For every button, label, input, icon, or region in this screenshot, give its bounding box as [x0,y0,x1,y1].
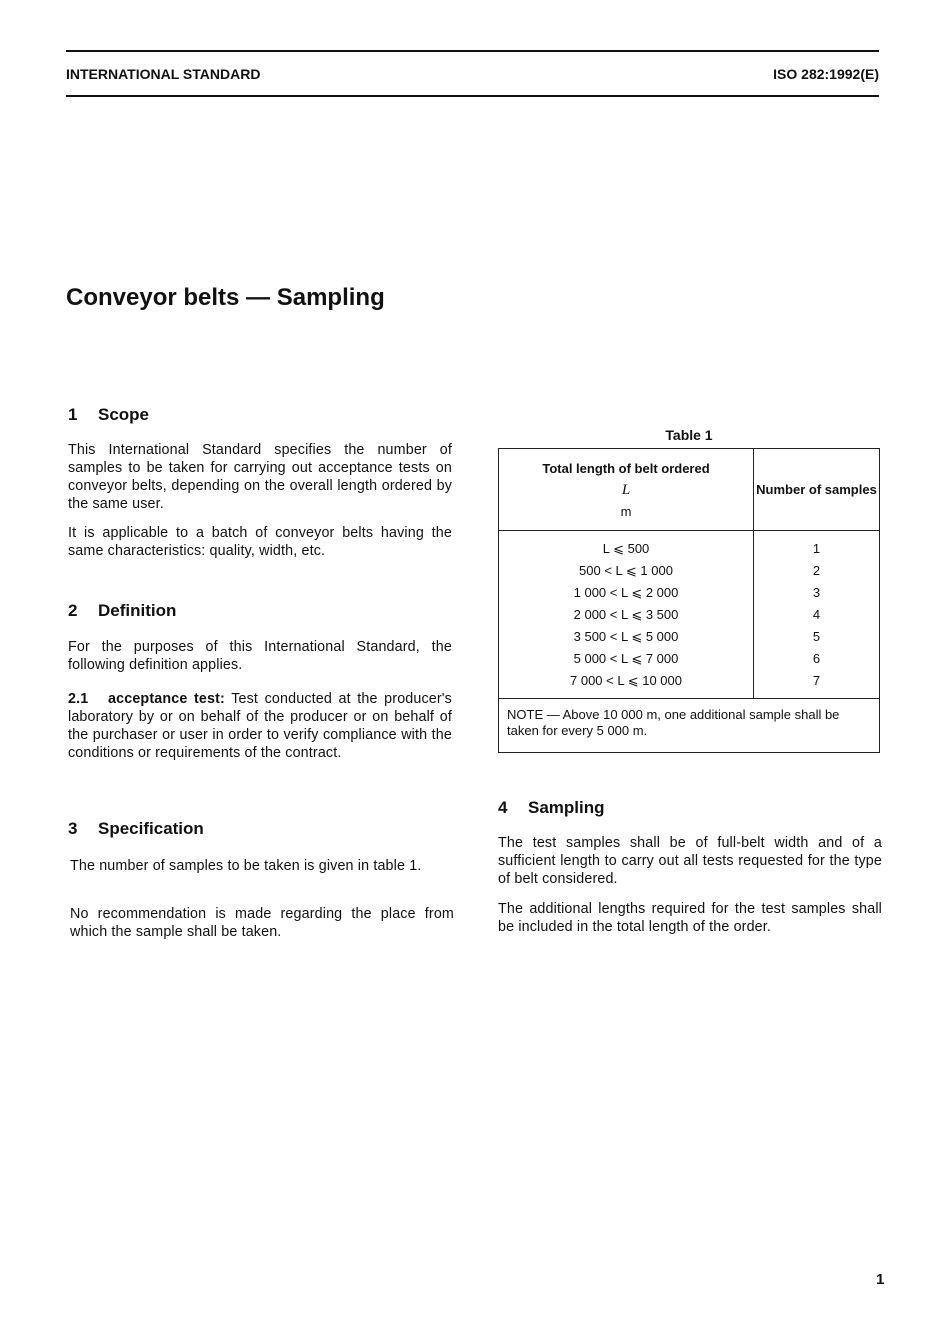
table-cell-range: L ⩽ 500 [602,540,650,556]
table-cell-samples: 1 [812,540,821,556]
section-heading: 1 Scope [68,405,150,424]
header-rule [66,95,879,97]
definition: 2.1 acceptance test: Test conducted at the producer's laboratory by or on behalf of the producer or on behalf of the purchaser or user in order to verify compliance with the conditions or requirements of the contract. [68,691,452,761]
table-cell-range: 2 000 < L ⩽ 3 500 [573,606,679,622]
table-cell-range: 500 < L ⩽ 1 000 [579,562,673,578]
table-cell-range: 5 000 < L ⩽ 7 000 [573,650,679,666]
paragraph: The test samples shall be of full-belt width and of a sufficient length to carry out all tests requested for the type of belt considered. [498,835,882,887]
paragraph: This International Standard specifies the number of samples to be taken for carrying out acceptance tests on conveyor belts, depending on the overall length ordered by the same user. [68,442,452,512]
paragraph: For the purposes of this International Standard, the following definition applies. [68,639,452,673]
paragraph: No recommendation is made regarding the place from which the sample shall be taken. [70,906,454,940]
table-cell-samples: 6 [812,650,821,666]
page-number: 1 [876,1271,885,1288]
section-heading: 2 Definition [68,601,177,620]
top-rule [66,50,879,52]
page-title: Conveyor belts — Sampling [66,284,385,311]
header-right: ISO 282:1992(E) [773,66,879,82]
samples-column [754,531,880,699]
paragraph: The additional lengths required for the test samples shall be included in the total length of the order. [498,901,882,935]
table-cell-samples: 2 [812,562,821,578]
section-heading: 4 Sampling [498,798,605,817]
paragraph: The number of samples to be taken is given in table 1. [70,858,422,874]
table-cell-samples: 3 [812,584,821,600]
table-cell-range: 7 000 < L ⩽ 10 000 [570,672,682,688]
table-header-samples: Number of samples [754,449,880,531]
table-cell-samples: 7 [812,672,821,688]
paragraph: It is applicable to a batch of conveyor belts having the same characteristics: quality, width, etc. [68,525,452,559]
table-cell-range: 3 500 < L ⩽ 5 000 [573,628,679,644]
samples-table [498,448,880,753]
table-cell-samples: 4 [812,606,821,622]
section-heading: 3 Specification [68,819,204,838]
range-column [499,531,754,699]
table-note: NOTE — Above 10 000 m, one additional sample shall be taken for every 5 000 m. [499,699,880,753]
table-cell-samples: 5 [812,628,821,644]
table-cell-range: 1 000 < L ⩽ 2 000 [573,584,679,600]
table-header-length: Total length of belt ordered L m [499,449,754,531]
table-caption: Table 1 [665,427,713,443]
header-left: INTERNATIONAL STANDARD [66,66,261,82]
